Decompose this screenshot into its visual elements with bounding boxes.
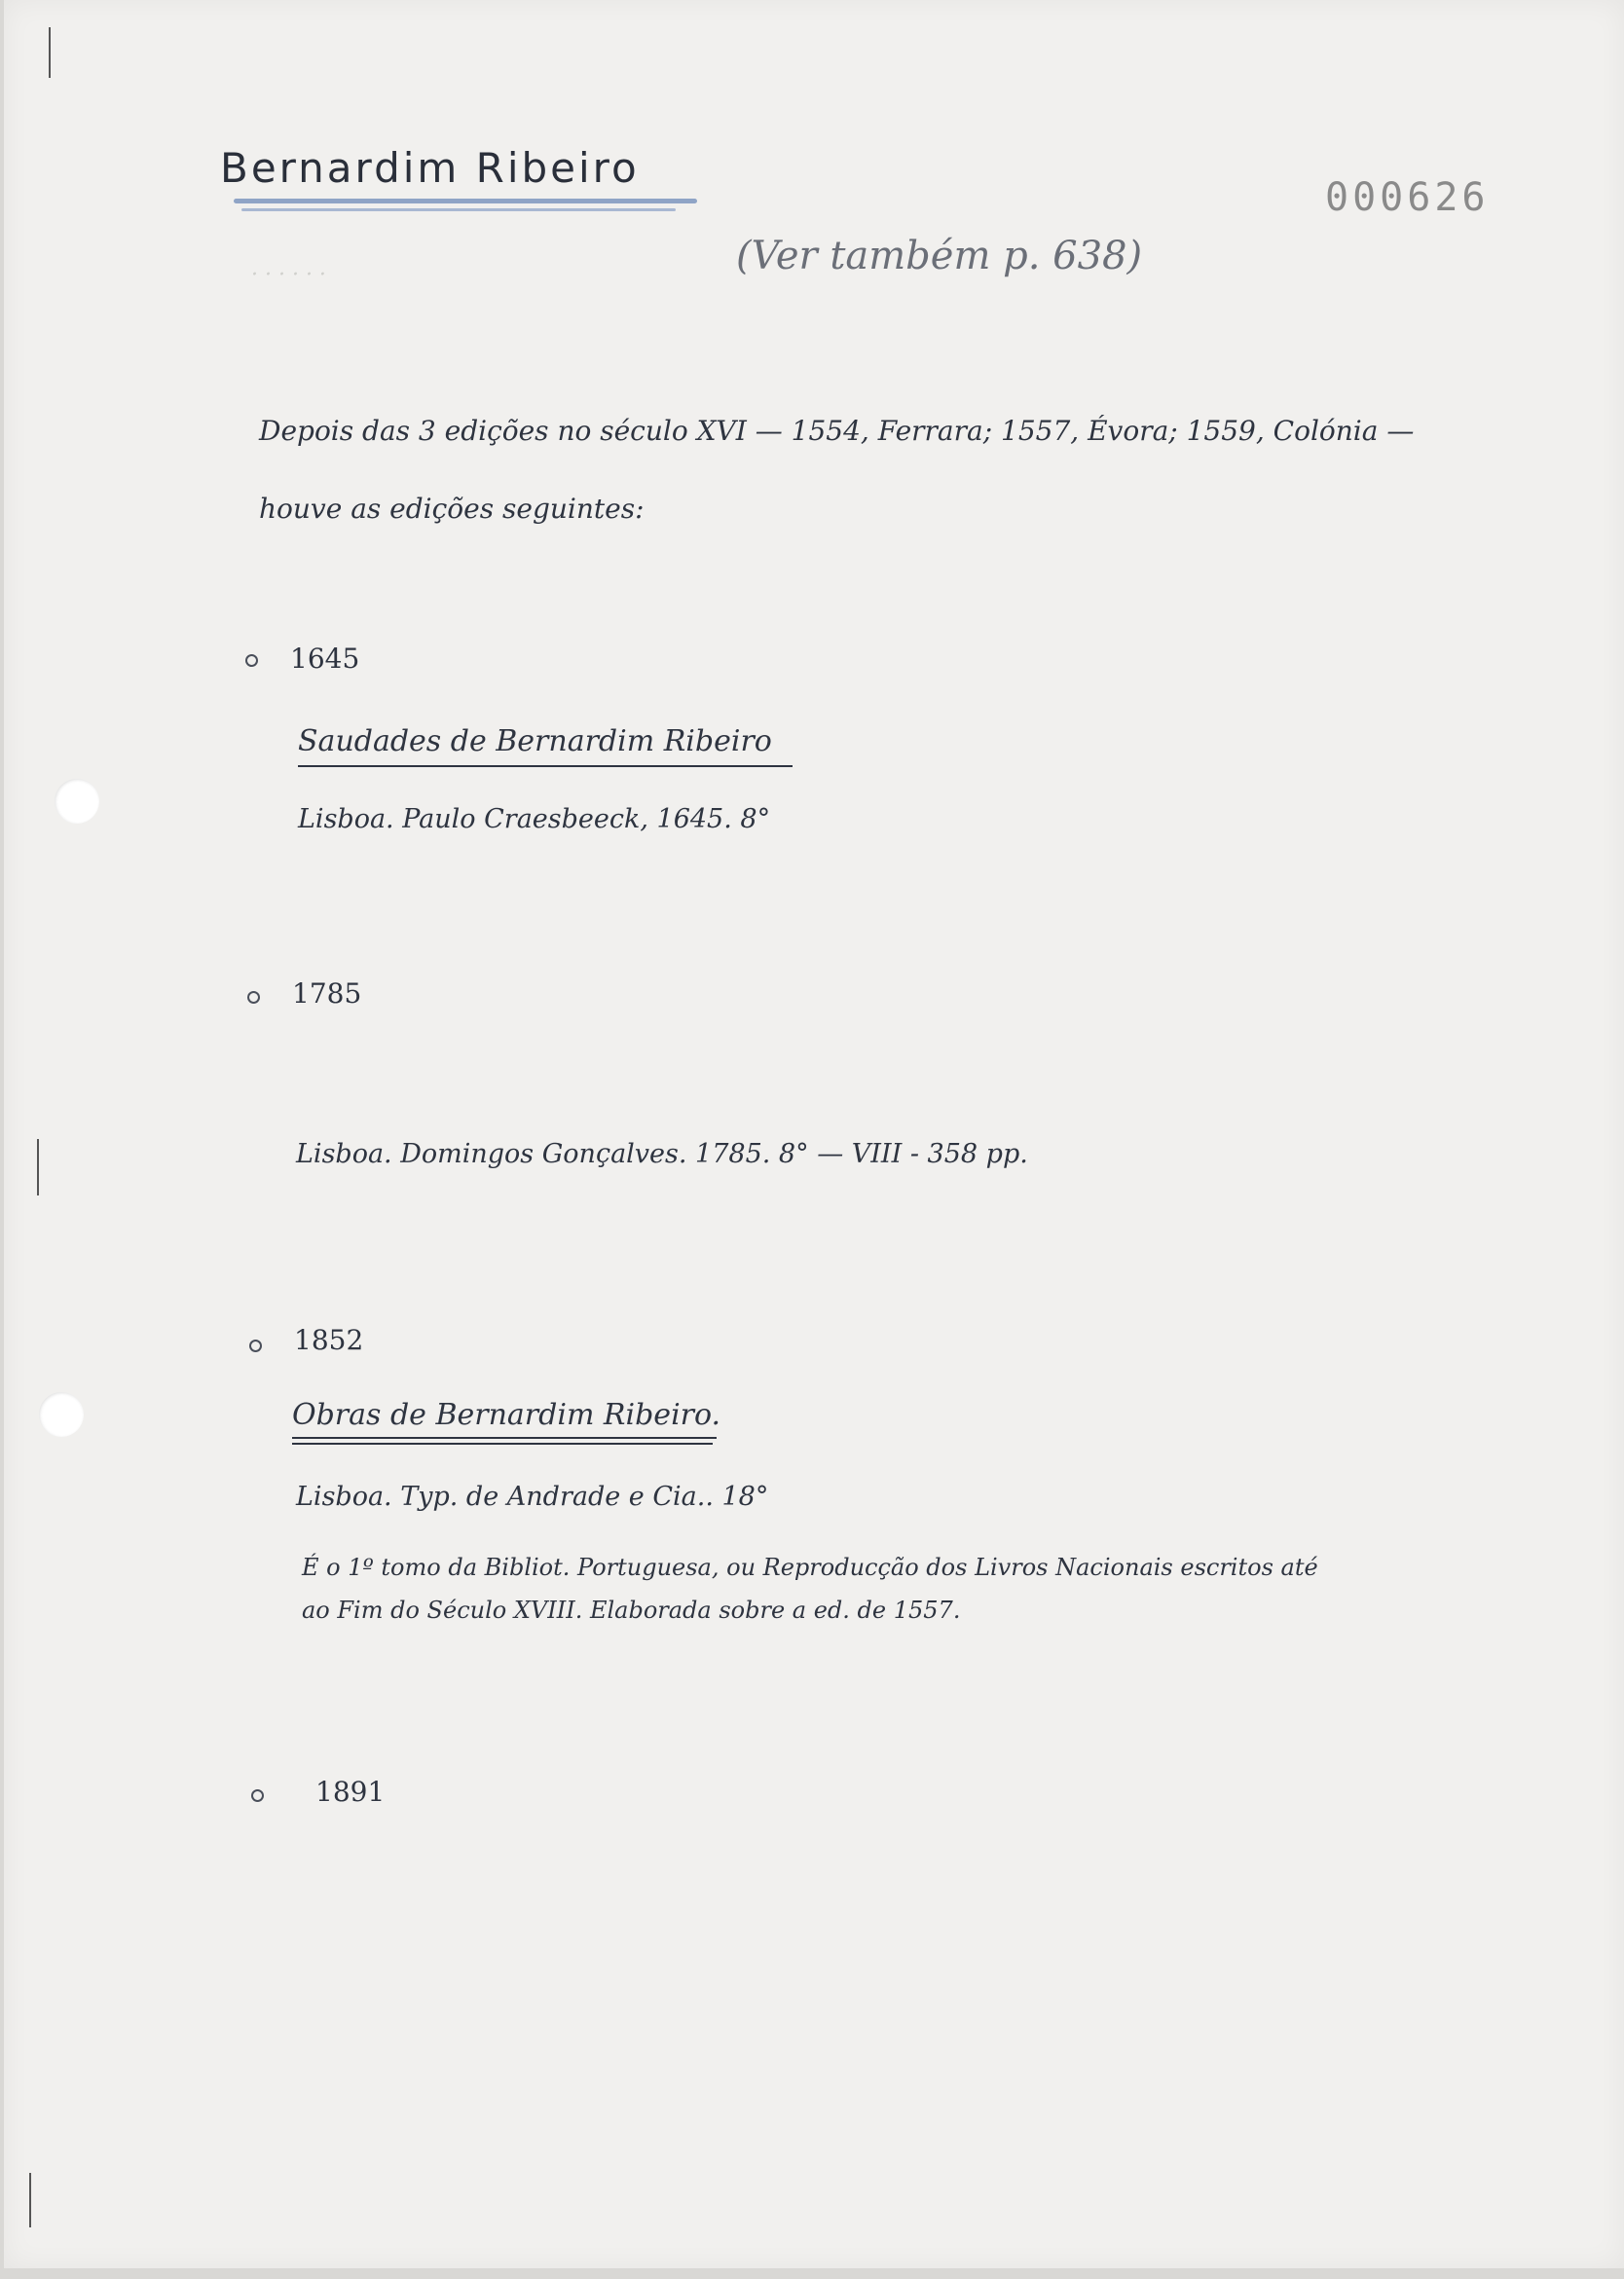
edition-year: 1645 <box>290 643 360 675</box>
document-sheet <box>4 0 1624 2268</box>
punch-hole-lower <box>39 1392 84 1437</box>
edition-imprint: Lisboa. Domingos Gonçalves. 1785. 8° — VIII - 358 pp. <box>296 1139 1028 1169</box>
edition-note-line-1: É o 1º tomo da Bibliot. Portuguesa, ou Reproducção dos Livros Nacionais escritos até <box>302 1554 1318 1581</box>
title-underline-second <box>241 208 676 211</box>
bullet-1785 <box>247 991 260 1004</box>
edition-imprint: Lisboa. Typ. de Andrade e Cia.. 18° <box>296 1482 769 1512</box>
edge-mark-middle <box>37 1139 39 1195</box>
edition-note-line-2: ao Fim do Século XVIII. Elaborada sobre a ed. de 1557. <box>302 1597 961 1624</box>
bullet-1852 <box>249 1340 262 1352</box>
edition-title-underline-second <box>292 1443 713 1445</box>
faint-erased-text: · · · · · · <box>251 263 326 287</box>
title-underline <box>234 199 697 203</box>
edition-title: Obras de Bernardim Ribeiro. <box>292 1398 721 1432</box>
intro-line-1: Depois das 3 edições no século XVI — 1554, Ferrara; 1557, Évora; 1559, Colónia — <box>259 415 1415 447</box>
edition-year: 1852 <box>294 1324 364 1356</box>
page-title: Bernardim Ribeiro <box>220 144 640 192</box>
punch-hole-upper <box>55 779 99 824</box>
intro-line-2: houve as edições seguintes: <box>259 493 645 525</box>
edition-imprint: Lisboa. Paulo Craesbeeck, 1645. 8° <box>298 804 771 834</box>
edition-title-underline <box>298 765 793 767</box>
edition-title-underline <box>292 1437 717 1439</box>
stamp-number: 000626 <box>1325 175 1490 220</box>
edition-year: 1785 <box>292 977 362 1010</box>
bullet-1891 <box>251 1789 264 1802</box>
edition-title: Saudades de Bernardim Ribeiro <box>298 724 772 758</box>
edge-mark-top <box>49 27 51 78</box>
edge-mark-bottom <box>29 2173 31 2227</box>
edition-year: 1891 <box>315 1776 386 1808</box>
bullet-1645 <box>245 654 258 667</box>
cross-reference-note: (Ver também p. 638) <box>736 234 1143 278</box>
